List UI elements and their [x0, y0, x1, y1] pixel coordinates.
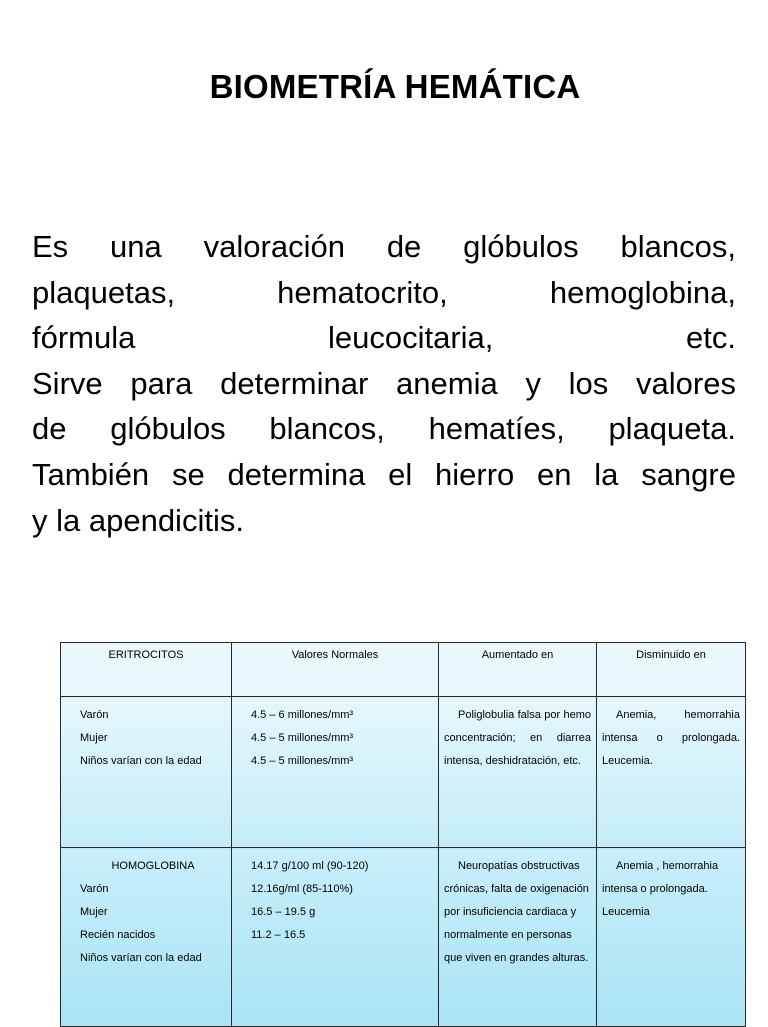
normal-value: 14.17 g/100 ml (90-120) — [251, 860, 369, 872]
intro-line-1 — [32, 224, 736, 270]
page-title: BIOMETRÍA HEMÁTICA — [209, 68, 581, 105]
intro-word: plaqueta. — [608, 411, 736, 447]
intro-word: valores — [636, 365, 736, 401]
header-disminuido-en: Disminuido en — [597, 643, 746, 697]
row-label: Varón — [80, 883, 109, 895]
intro-word: anemia — [396, 365, 498, 401]
normal-value: 4.5 – 6 millones/mm³ — [251, 709, 354, 721]
intro-word: una — [110, 229, 162, 264]
intro-line-7: y la apendicitis. — [32, 502, 244, 538]
intro-word: glóbulos — [463, 229, 579, 264]
intro-word: hematíes, — [428, 411, 565, 447]
table-cell — [61, 697, 232, 848]
table-cell — [439, 848, 597, 1027]
intro-word: de — [32, 411, 67, 447]
normal-value: 4.5 – 5 millones/mm³ — [251, 732, 354, 744]
increased-text: Neuropatías obstructivas crónicas, falta de oxigenación por insuficiencia cardiaca y normalmente en personas que viven en grandes alturas. — [444, 860, 589, 964]
intro-word: determinar — [220, 365, 369, 401]
table-cell — [597, 697, 746, 848]
table-cell — [61, 848, 232, 1027]
table-cell — [232, 848, 439, 1027]
intro-line-5 — [32, 406, 736, 452]
row-label: Recién nacidos — [80, 929, 156, 941]
intro-word: la — [594, 456, 619, 492]
intro-word: plaquetas, — [32, 274, 176, 310]
header-valores-normales: Valores Normales — [232, 643, 439, 697]
increased-text: Poliglobulia falsa por hemo concentración; en diarrea intensa, deshidratación, etc. — [444, 709, 591, 767]
row-label: Mujer — [80, 906, 108, 918]
intro-word: en — [537, 456, 572, 492]
intro-word: También — [32, 456, 150, 492]
table-cell — [232, 697, 439, 848]
intro-word: hemoglobina, — [549, 274, 736, 310]
intro-word: hematocrito, — [277, 274, 448, 310]
intro-word: fórmula — [32, 320, 136, 356]
header-eritrocitos: ERITROCITOS — [61, 643, 232, 697]
intro-word: glóbulos — [110, 411, 226, 447]
intro-word: sangre — [641, 456, 736, 492]
table-row — [61, 848, 746, 1027]
intro-word: etc. — [686, 320, 736, 356]
row-label: Niños varían con la edad — [80, 952, 202, 964]
intro-paragraph — [32, 224, 736, 543]
intro-word: el — [388, 456, 413, 492]
table-cell — [439, 697, 597, 848]
intro-word: para — [130, 365, 193, 401]
intro-line-6 — [32, 452, 736, 498]
blood-values-table — [60, 642, 746, 1027]
intro-word: leucocitaria, — [327, 320, 494, 356]
row-label: Varón — [80, 709, 109, 721]
normal-value: 12.16g/ml (85-110%) — [251, 883, 353, 895]
normal-value: 11.2 – 16.5 — [251, 929, 306, 941]
row-label: Mujer — [80, 732, 108, 744]
row-heading: HOMOGLOBINA — [111, 860, 195, 872]
intro-word: se — [171, 456, 205, 492]
decreased-text: Anemia , hemorrahia intensa o prolongada. Leucemia — [602, 860, 719, 918]
intro-word: hierro — [435, 456, 515, 492]
intro-line-3 — [32, 315, 736, 361]
table-row — [61, 697, 746, 848]
intro-word: y — [525, 365, 541, 401]
header-aumentado-en: Aumentado en — [439, 643, 597, 697]
intro-word: los — [568, 365, 609, 401]
intro-word: Es — [32, 229, 69, 264]
normal-value: 16.5 – 19.5 g — [251, 906, 316, 918]
intro-word: de — [386, 229, 422, 264]
intro-line-2 — [32, 270, 736, 316]
intro-word: determina — [227, 456, 366, 492]
intro-word: valoración — [203, 229, 345, 264]
intro-line-4 — [32, 361, 736, 407]
row-label: Niños varían con la edad — [80, 755, 202, 767]
intro-word: Sirve — [32, 365, 103, 401]
table-cell — [597, 848, 746, 1027]
normal-value: 4.5 – 5 millones/mm³ — [251, 755, 354, 767]
intro-word: blancos, — [620, 229, 736, 264]
table-header-row — [61, 643, 746, 697]
intro-word: blancos, — [269, 411, 385, 447]
decreased-text: Anemia, hemorrahia intensa o prolongada. Leucemia. — [602, 709, 740, 767]
